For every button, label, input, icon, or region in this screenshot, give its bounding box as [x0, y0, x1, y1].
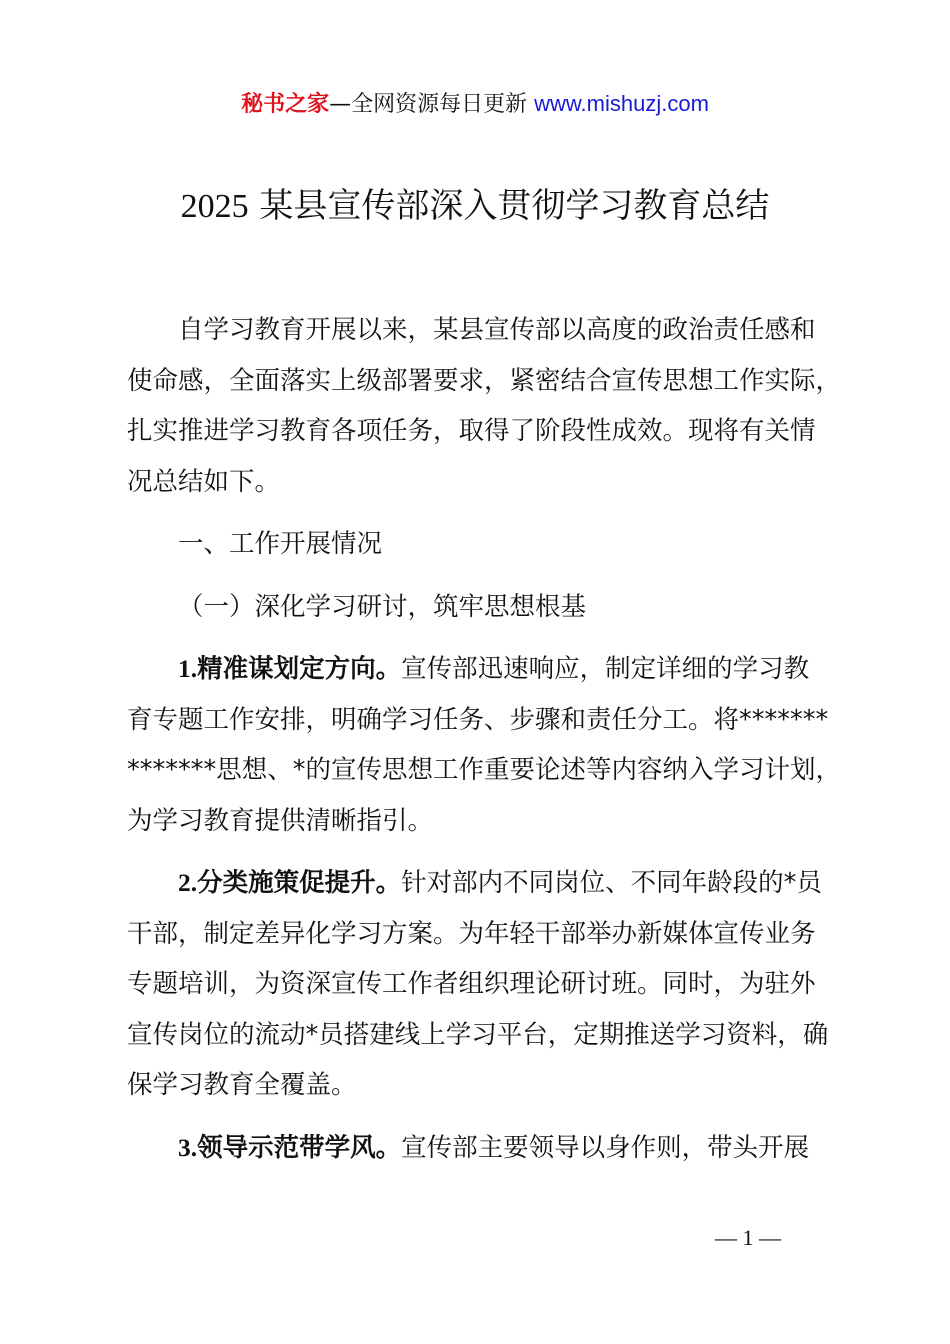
item-number: 3.	[178, 1132, 198, 1162]
banner-brand: 秘书之家	[241, 92, 330, 117]
paragraph-line	[127, 644, 835, 695]
item-lead: 领导示范带学风。	[197, 1132, 402, 1163]
item-number: 2.	[178, 868, 198, 897]
item-lead: 精准谋划定方向。	[197, 654, 402, 684]
paragraph-gap	[127, 846, 835, 858]
paragraph-gap	[127, 632, 835, 644]
document-title-text: 某县宣传部深入贯彻学习教育总结	[259, 186, 770, 226]
paragraph-line: 使命感，全面落实上级部署要求，紧密结合宣传思想工作实际，	[127, 365, 842, 396]
paragraph-line: *******思想、*的宣传思想工作重要论述等内容纳入学习计划，	[127, 755, 842, 785]
subsection-heading: （一）深化学习研讨，筑牢思想根基	[178, 591, 587, 622]
site-banner	[0, 86, 950, 123]
document-title	[0, 182, 950, 231]
paragraph-gap	[127, 1111, 835, 1123]
intro-paragraph	[127, 305, 842, 507]
item-paragraph-1	[127, 644, 842, 846]
banner-url-link[interactable]: www.mishuzj.com	[534, 91, 709, 116]
paragraph-line: 干部，制定差异化学习方案。为年轻干部举办新媒体宣传业务	[127, 918, 816, 949]
item-lead: 分类施策促提升。	[197, 868, 402, 898]
banner-separator: —	[329, 92, 352, 117]
paragraph-line	[127, 1123, 835, 1174]
paragraph-line: 育专题工作安排，明确学习任务、步骤和责任分工。将*******	[127, 704, 829, 735]
page-number: — 1 —	[715, 1225, 781, 1250]
item-text: 针对部内不同岗位、不同年龄段的*员	[401, 868, 822, 898]
paragraph-line: 自学习教育开展以来，某县宣传部以高度的政治责任感和	[178, 315, 816, 345]
paragraph-line: 保学习教育全覆盖。	[127, 1070, 357, 1100]
item-paragraph-3	[127, 1123, 835, 1174]
paragraph-gap	[127, 570, 835, 582]
document-title-year: 2025	[180, 188, 249, 225]
paragraph-line	[127, 858, 835, 909]
paragraph-line: 宣传岗位的流动*员搭建线上学习平台，定期推送学习资料，确	[127, 1019, 829, 1050]
item-number: 1.	[178, 654, 198, 683]
item-text: 宣传部迅速响应，制定详细的学习教	[401, 654, 810, 684]
banner-tagline: 全网资源每日更新	[351, 92, 528, 117]
document-body	[127, 305, 842, 1173]
paragraph-line: 专题培训，为资深宣传工作者组织理论研讨班。同时，为驻外	[127, 969, 816, 999]
item-paragraph-2	[127, 858, 835, 1111]
paragraph-gap	[127, 507, 835, 519]
paragraph-line: 为学习教育提供清晰指引。	[127, 805, 434, 836]
item-text: 宣传部主要领导以身作则，带头开展	[401, 1132, 810, 1163]
paragraph-line: 扎实推进学习教育各项任务，取得了阶段性成效。现将有关情	[127, 416, 816, 446]
section-heading: 一、工作开展情况	[178, 529, 383, 559]
paragraph-line: 况总结如下。	[127, 466, 281, 497]
